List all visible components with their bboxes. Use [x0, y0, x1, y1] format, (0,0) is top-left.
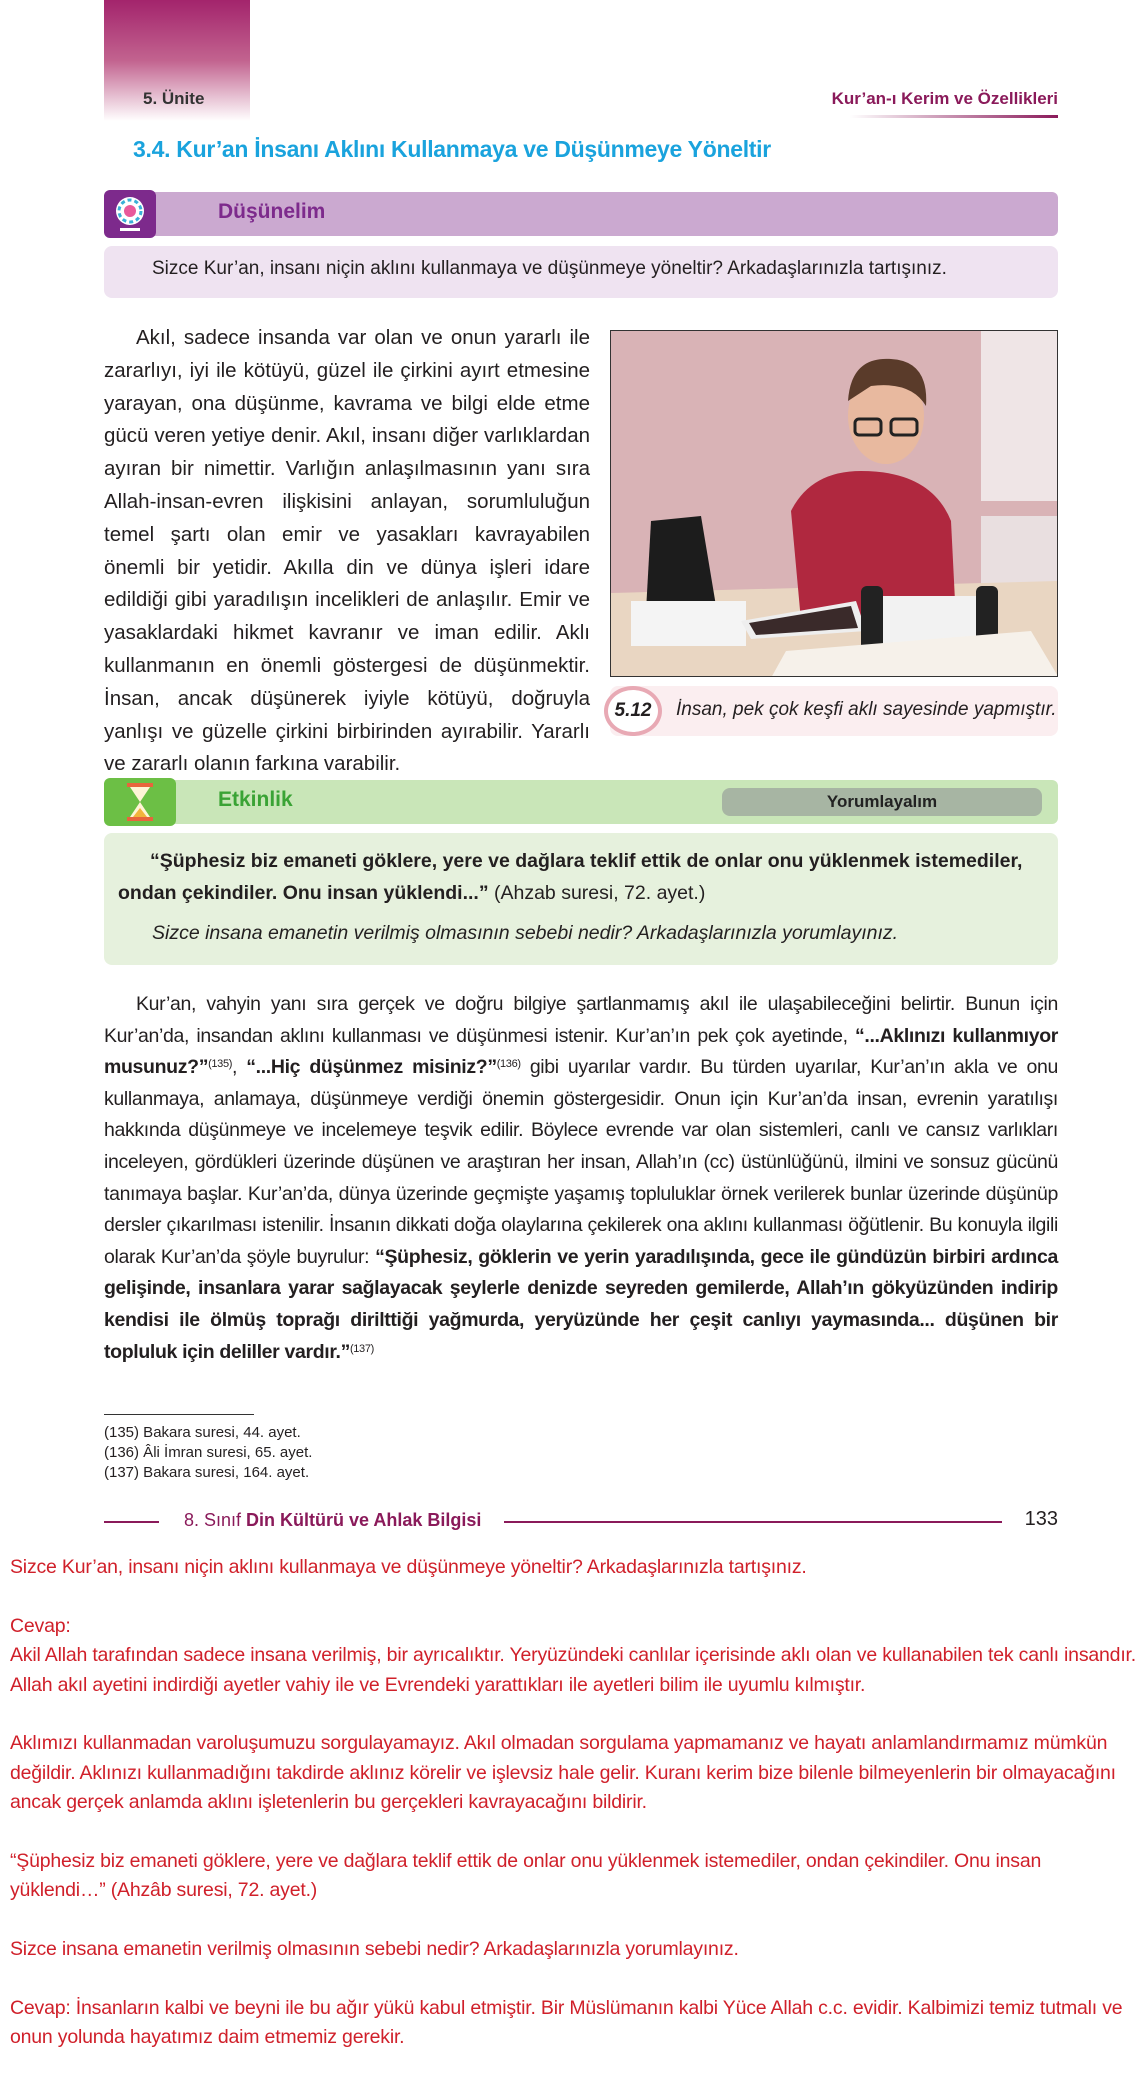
figure-photo-student-robots: [610, 330, 1058, 677]
chapter-underline: [850, 115, 1058, 118]
footnote-ref: (136): [496, 1058, 521, 1071]
text: ,: [232, 1056, 247, 1079]
answer-line: [10, 1700, 1140, 1729]
brain-globe-icon: [104, 190, 156, 238]
grade: 8. Sınıf: [184, 1510, 247, 1530]
footer-book-title: [184, 1510, 481, 1531]
main-paragraph: [104, 989, 1058, 1368]
subject: Din Kültürü ve Ahlak Bilgisi: [246, 1510, 482, 1530]
quote-1: “...Aklınızı kullanmıyor musunuz?”: [104, 1024, 1058, 1079]
answer-line: [10, 1582, 1140, 1611]
text: Kur’an, vahyin yanı sıra gerçek ve doğru bilgiye şartlanmamış akıl ile ulaşabileceğini belirtir. Bunun için Kur’an’da, insandan aklını kullanması ve düşünmesi istenir. Kur’an’ın pek çok ayetinde,: [104, 993, 1058, 1047]
quote-2: “...Hiç düşünmez misiniz?”: [246, 1056, 497, 1079]
etkinlik-quote: [118, 845, 1048, 909]
answer-line: [10, 1965, 1140, 1994]
hourglass-icon: [104, 778, 176, 826]
answer-line: “Şüphesiz biz emaneti göklere, yere ve dağlara teklif ettik de onlar onu yüklenmek istemediler, ondan çekindiler. Onu insan yüklendi…” (Ahzâb suresi, 72. ayet.): [10, 1850, 1042, 1902]
answer-notes: [10, 1553, 1140, 2053]
quote-text: “Şüphesiz biz emaneti göklere, yere ve dağlara teklif ettik de onlar onu yüklenmek istemediler, ondan çekindiler. Onu insan yüklendi...”: [118, 850, 1023, 904]
footnote-divider: [104, 1414, 254, 1415]
answer-line: Aklımızı kullanmadan varoluşumuzu sorgulayamayız. Akıl olmadan sorgulama yapmamanız ve hayatı anlamlandırmamız mümkün değildir. Aklınızı kullanmadığını takdirde aklınız körelir ve işlevsiz hale gelir. Kuranı kerim bize bilenle bilmeyenlerin bir olmayacağını ancak gerçek anlamda aklını işletenlerin bu gerçekleri kavrayacağını bildirir.: [10, 1732, 1116, 1814]
quote-source: (Ahzab suresi, 72. ayet.): [488, 882, 706, 904]
dusunelim-label: Düşünelim: [218, 200, 326, 223]
answer-line: [10, 1906, 1140, 1935]
etkinlik-label: Etkinlik: [218, 788, 293, 811]
section-title: 3.4. Kur’an İnsanı Aklını Kullanmaya ve Düşünmeye Yöneltir: [133, 136, 771, 162]
footer-line: [504, 1521, 1002, 1523]
footer-line: [104, 1521, 159, 1523]
footnote: (137) Bakara suresi, 164. ayet.: [104, 1464, 310, 1481]
figure-number: 5.12: [604, 686, 662, 736]
answer-line: Akil Allah tarafından sadece insana verilmiş, bir ayrıcalıktır. Yeryüzündeki canlılar içerisinde aklı olan ve kullanabilen tek canlı insandır. Allah akıl ayetini indirdiği ayetler vahiy ile ve Evrendeki yarattıkları ile ayetleri bilim ile uyumlu kılmıştır.: [10, 1644, 1136, 1696]
intro-paragraph: Akıl, sadece insanda var olan ve onun yararlı ile zararlıyı, iyi ile kötüyü, güzel ile çirkini ayırt etmesine yarayan, ona düşünme, kavrama ve bilgi elde etme gücü veren yetiye denir. Akıl, insanı diğer varlıklardan ayıran bir nimettir. Varlığın anlaşılmasının yanı sıra Allah-insan-evren ilişkisini anlayan, sorumluluğun temel şartı olan emir ve yasakları kavrayabilen önemli bir yetidir. Akılla din ve dünya işleri idare edildiği gibi yaradılışın incelikleri de anlaşılır. Emir ve yasaklardaki hikmet kavranır ve iman edilir. Aklı kullanmanın en önemli göstergesi de düşünmektir. İnsan, ancak düşünerek iyiyle kötüyü, doğruyla yanlışı ve güzelle çirkini birbirinden ayırabilir. Yararlı ve zararlı olanın farkına varabilir.: [104, 326, 590, 776]
yorumlayalim-tag: Yorumlayalım: [722, 788, 1042, 816]
dusunelim-question: Sizce Kur’an, insanı niçin aklını kullanmaya ve düşünmeye yöneltir? Arkadaşlarınızla tartışınız.: [152, 258, 947, 279]
figure-caption: İnsan, pek çok keşfi aklı sayesinde yapmıştır.: [676, 699, 1057, 720]
answer-line: [10, 1818, 1140, 1847]
unit-label: 5. Ünite: [143, 89, 205, 108]
footnote: (136) Âli İmran suresi, 65. ayet.: [104, 1444, 313, 1461]
footnote-ref: (137): [349, 1342, 374, 1355]
footnote: (135) Bakara suresi, 44. ayet.: [104, 1424, 301, 1441]
footnote-ref: (135): [208, 1058, 233, 1071]
answer-line: Cevap:: [10, 1614, 71, 1637]
answer-line: Cevap: İnsanların kalbi ve beyni ile bu ağır yükü kabul etmiştir. Bir Müslümanın kalbi Yüce Allah c.c. evidir. Kalbimizi temiz tutmalı ve onun yolunda hayatımız daim etmemiz gerekir.: [10, 1997, 1123, 2049]
footnotes: [104, 1423, 312, 1483]
etkinlik-question: Sizce insana emanetin verilmiş olmasının sebebi nedir? Arkadaşlarınızla yorumlayınız.: [152, 922, 899, 944]
page-footer: [104, 1508, 1058, 1538]
chapter-title: Kur’an-ı Kerim ve Özellikleri: [831, 89, 1058, 108]
page-number: 133: [1024, 1508, 1058, 1530]
answer-line: Sizce insana emanetin verilmiş olmasının sebebi nedir? Arkadaşlarınızla yorumlayınız.: [10, 1938, 739, 1961]
answer-line: Sizce Kur’an, insanı niçin aklını kullanmaya ve düşünmeye yöneltir? Arkadaşlarınızla tartışınız.: [10, 1556, 807, 1578]
text: gibi uyarılar vardır. Bu türden uyarılar, Kur’an’ın akla ve onu kullanmaya, anlamaya, düşünmeye verdiği önemin göstergesidir. Onun için Kur’an’da insan, evrenin yaratılışı hakkında düşünmeye ve incelemeye teşvik edilir. Böylece evrende var olan sistemleri, canlı ve cansız varlıkları inceleyen, gördükleri üzerinde düşünen ve araştıran her insan, Allah’ın (cc) üstünlüğünü, ilmini ve sonsuz gücünü tanımaya başlar. Kur’an’da, dünya üzerinde geçmişte yaşamış topluluklar örnek verilerek bunlar üzerinde düşünüp dersler çıkarılması istenilir. İnsanın dikkati doğa olaylarına çekilerek ona aklını kullanması öğütlenir. Bu konuyla ilgili olarak Kur’an’da şöyle buyrulur:: [104, 1056, 1058, 1268]
quote-3: “Şüphesiz, göklerin ve yerin yaradılışında, gece ile gündüzün birbiri ardınca gelişinde, insanlara yarar sağlayacak şeylerle denizde seyreden gemilerde, Allah’ın gökyüzünden indirip kendisi ile ölmüş toprağı dirilttiği yağmurda, yeryüzünde her çeşit canlıyı yaymasında... düşünen bir topluluk için deliller vardır.”: [104, 1245, 1058, 1363]
